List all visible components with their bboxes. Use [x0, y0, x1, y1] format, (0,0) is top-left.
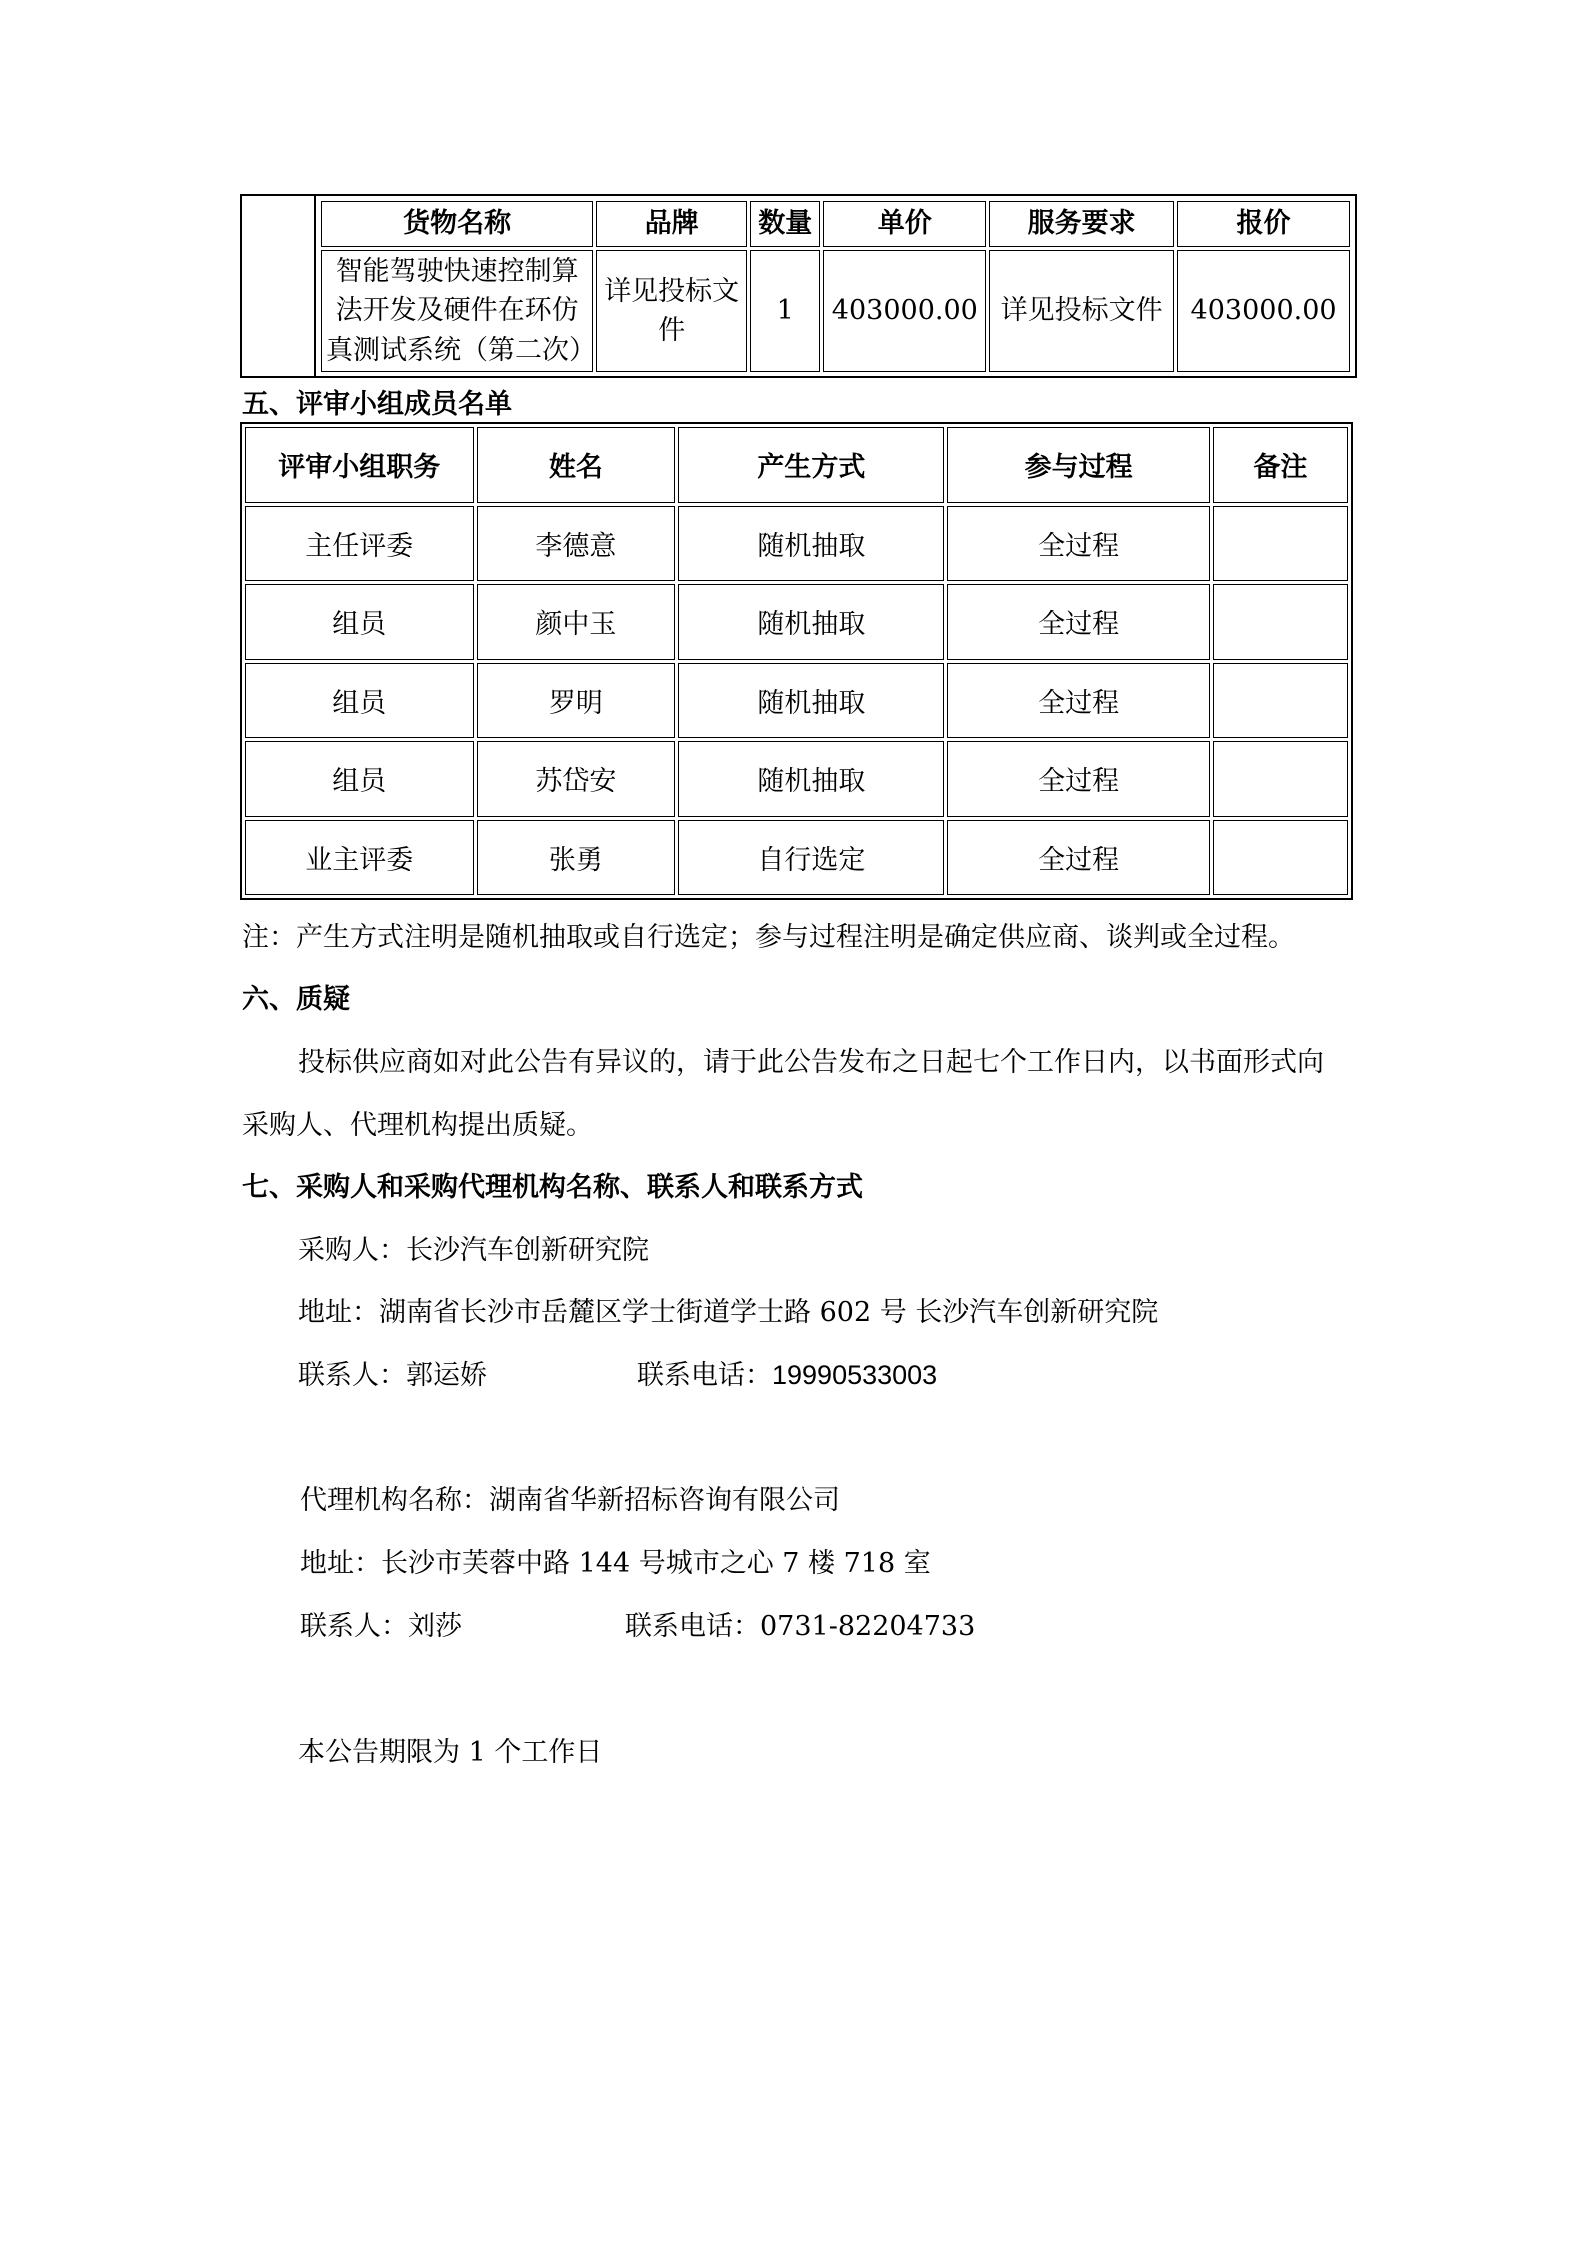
panel-name-cell: 颜中玉 [477, 584, 676, 660]
panel-process-cell: 全过程 [947, 741, 1209, 817]
goods-brand-line: 详见投标文 [604, 275, 740, 307]
agency-contact: 联系人：刘莎 [300, 1611, 462, 1642]
panel-name-cell: 李德意 [477, 506, 676, 582]
purchaser-phone-label: 联系电话： [637, 1360, 772, 1391]
panel-method-cell: 随机抽取 [678, 741, 944, 817]
goods-brand-cell [596, 250, 747, 372]
goods-table [318, 198, 1353, 375]
goods-name-line: 真测试系统（第二次） [326, 334, 596, 366]
panel-remark-cell [1213, 741, 1348, 817]
goods-name-line: 法开发及硬件在环仿 [335, 295, 579, 327]
table-row [245, 506, 1348, 582]
section7-title: 七、采购人和采购代理机构名称、联系人和联系方式 [242, 1172, 863, 1203]
goods-table-row [321, 250, 1350, 372]
panel-method-cell: 随机抽取 [678, 663, 944, 739]
goods-header-brand: 品牌 [596, 201, 747, 247]
goods-name-line: 智能驾驶快速控制算 [335, 256, 579, 288]
table-row [245, 820, 1348, 896]
purchaser-address: 地址：湖南省长沙市岳麓区学士街道学士路 602 号 长沙汽车创新研究院 [298, 1297, 1159, 1328]
goods-header-unit-price: 单价 [823, 201, 986, 247]
panel-header-process: 参与过程 [947, 427, 1209, 503]
panel-process-cell: 全过程 [947, 820, 1209, 896]
table-row [245, 741, 1348, 817]
panel-header-row [245, 427, 1348, 503]
panel-remark-cell [1213, 820, 1348, 896]
goods-brand-line: 件 [658, 315, 686, 346]
goods-table-side-column [242, 196, 316, 376]
panel-header-role: 评审小组职务 [245, 427, 474, 503]
panel-remark-cell [1213, 584, 1348, 660]
purchaser-name: 采购人：长沙汽车创新研究院 [298, 1235, 649, 1266]
goods-name-cell [321, 250, 596, 372]
panel-header-remark: 备注 [1213, 427, 1348, 503]
table-row [245, 663, 1348, 739]
panel-process-cell: 全过程 [947, 506, 1209, 582]
panel-note: 注：产生方式注明是随机抽取或自行选定；参与过程注明是确定供应商、谈判或全过程。 [242, 922, 1295, 953]
panel-role-cell: 业主评委 [245, 820, 474, 896]
panel-process-cell: 全过程 [947, 663, 1209, 739]
panel-role-cell: 组员 [245, 741, 474, 817]
purchaser-phone: 19990533003 [772, 1360, 938, 1390]
agency-name: 代理机构名称：湖南省华新招标咨询有限公司 [300, 1485, 840, 1516]
goods-service-cell: 详见投标文件 [989, 250, 1174, 372]
panel-name-cell: 罗明 [477, 663, 676, 739]
panel-remark-cell [1213, 506, 1348, 582]
objection-paragraph-line1: 投标供应商如对此公告有异议的，请于此公告发布之日起七个工作日内，以书面形式向 [298, 1047, 1324, 1078]
goods-quantity-cell: 1 [750, 250, 820, 372]
goods-header-quote: 报价 [1177, 201, 1350, 247]
panel-header-method: 产生方式 [678, 427, 944, 503]
goods-header-service: 服务要求 [989, 201, 1174, 247]
panel-table-frame [240, 422, 1353, 900]
table-row [245, 584, 1348, 660]
panel-role-cell: 组员 [245, 663, 474, 739]
panel-table [242, 424, 1351, 898]
goods-header-quantity: 数量 [750, 201, 820, 247]
panel-method-cell: 随机抽取 [678, 506, 944, 582]
agency-address: 地址：长沙市芙蓉中路 144 号城市之心 7 楼 718 室 [300, 1548, 931, 1579]
section5-title: 五、评审小组成员名单 [242, 389, 512, 420]
panel-name-cell: 张勇 [477, 820, 676, 896]
agency-phone: 联系电话：0731-82204733 [625, 1611, 976, 1642]
purchaser-phone-block [637, 1353, 937, 1392]
panel-remark-cell [1213, 663, 1348, 739]
panel-method-cell: 自行选定 [678, 820, 944, 896]
panel-process-cell: 全过程 [947, 584, 1209, 660]
goods-table-frame [240, 194, 1357, 378]
panel-method-cell: 随机抽取 [678, 584, 944, 660]
goods-unit-price-cell: 403000.00 [823, 250, 986, 372]
purchaser-contact: 联系人：郭运娇 [298, 1360, 487, 1391]
panel-name-cell: 苏岱安 [477, 741, 676, 817]
goods-table-header-row [321, 201, 1350, 247]
goods-header-name: 货物名称 [321, 201, 593, 247]
goods-quote-cell: 403000.00 [1177, 250, 1350, 372]
panel-role-cell: 组员 [245, 584, 474, 660]
notice-period: 本公告期限为 1 个工作日 [298, 1737, 603, 1768]
objection-paragraph-line2: 采购人、代理机构提出质疑。 [242, 1110, 593, 1141]
panel-header-name: 姓名 [477, 427, 676, 503]
panel-role-cell: 主任评委 [245, 506, 474, 582]
section6-title: 六、质疑 [242, 984, 350, 1015]
